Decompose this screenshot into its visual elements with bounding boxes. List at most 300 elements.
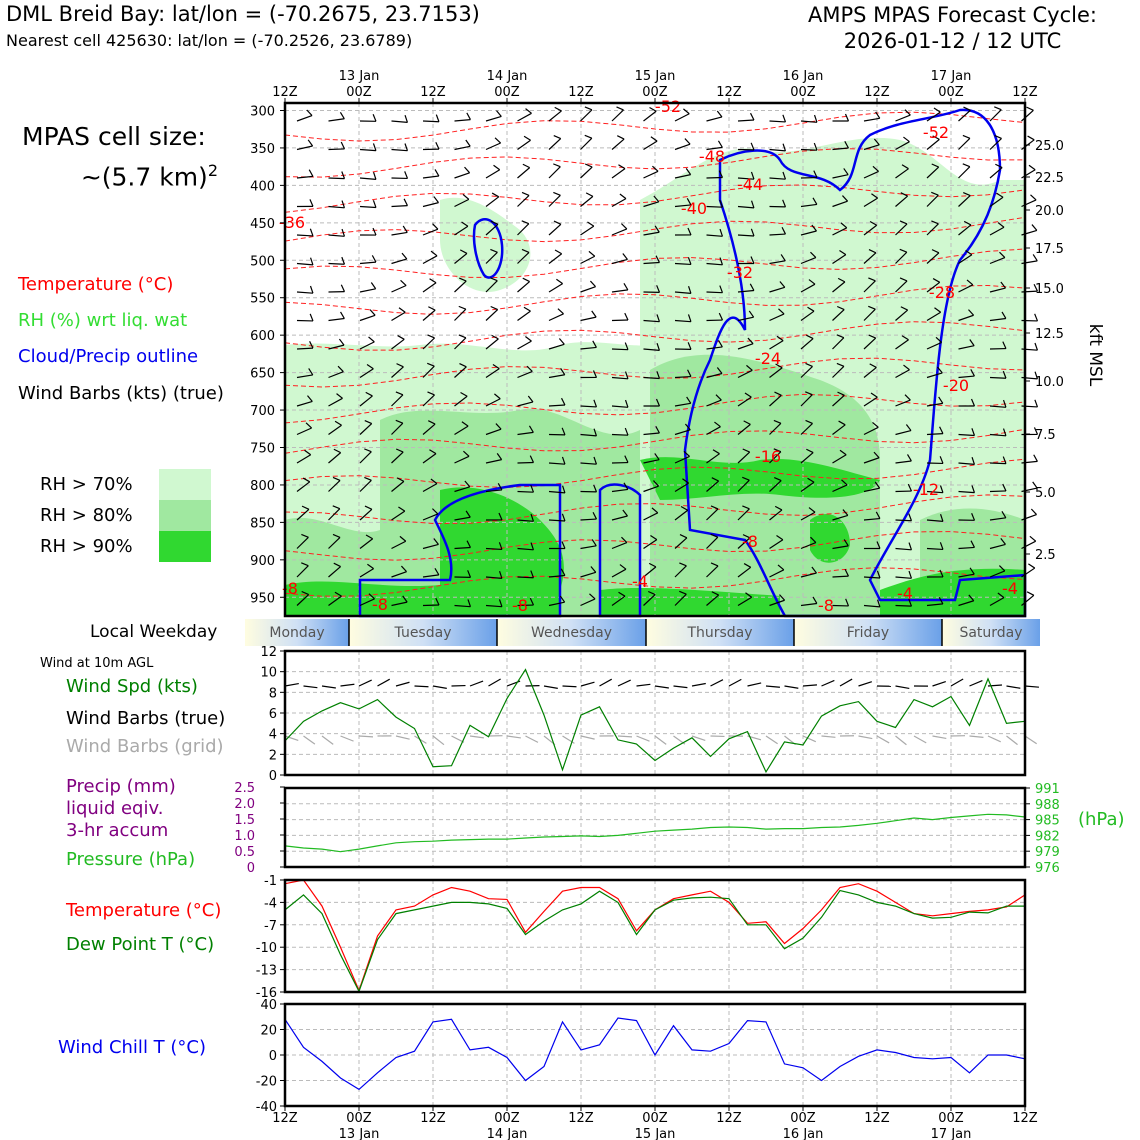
- wind10m-barb-true-33: [896, 686, 910, 688]
- wind-barb-10-4: [612, 229, 627, 235]
- wind10m-barb-true-8: [433, 686, 447, 688]
- wind-barb-flag-23-0: [1027, 107, 1034, 110]
- temperature-label-13: -8: [372, 595, 388, 614]
- kft-tick-label-1: 22.5: [1035, 171, 1064, 186]
- kft-axis-label: kft MSL: [1085, 323, 1105, 387]
- wind-barb-22-9: [990, 378, 1006, 379]
- wind10m-barb-grid-6: [396, 736, 410, 739]
- weekday-label-5: Saturday: [959, 625, 1023, 641]
- wind10m-barb-true-16: [581, 682, 594, 686]
- wind-barb-10-0: [612, 110, 624, 121]
- top-date-label-3: 16 Jan: [782, 69, 824, 84]
- wind10m-barb-true-36: [951, 679, 963, 686]
- wind10m-barb-true-39: [1007, 686, 1021, 688]
- wind-barb-flag-8-6: [556, 279, 562, 283]
- legend-rh90: RH > 90%: [40, 536, 133, 557]
- windchill-tick-label-3: 20: [260, 1023, 277, 1039]
- pressure-tick-label-13: 950: [250, 591, 275, 607]
- wind10m-tick-label-3: 6: [268, 707, 277, 722]
- wind-barb-22-13: [990, 491, 1006, 492]
- wind10m-barb-grid-16: [581, 736, 595, 739]
- wind-barb-5-7: [455, 309, 466, 320]
- wind-barb-flag-23-3: [1031, 195, 1037, 200]
- wind10m-barb-true-0: [285, 684, 299, 686]
- wind-barb-0-6: [297, 292, 313, 293]
- wind10m-barb-true-20: [655, 686, 669, 688]
- kft-tick-label-0: 25.0: [1035, 139, 1064, 154]
- wind-barb-flag-3-2: [405, 171, 408, 178]
- wind10m-barb-true-10: [470, 681, 483, 686]
- temperature-label-6: -32: [726, 263, 754, 282]
- wind-barb-flag-4-2: [435, 169, 439, 176]
- windchill-label: Wind Chill T (°C): [58, 1037, 206, 1058]
- kft-tick-label-3: 17.5: [1035, 242, 1064, 257]
- top-tick-label-3: 00Z: [494, 85, 520, 100]
- top-tick-label-9: 00Z: [938, 85, 964, 100]
- wind10m-barb-true-26: [766, 686, 780, 687]
- wind-barb-flag-5-0: [467, 113, 471, 120]
- wind10m-title: Wind at 10m AGL: [40, 656, 154, 671]
- wind10m-tick-label-1: 2: [268, 748, 277, 764]
- weekday-label-3: Thursday: [687, 625, 753, 641]
- wind-barb-7-16: [518, 577, 534, 578]
- pressure-tick-label-12: 900: [250, 553, 275, 569]
- wind-barb-1-0: [329, 119, 345, 121]
- wind-barb-7-2: [518, 168, 530, 178]
- bottom-tick-label-9: 00Z: [938, 1111, 964, 1126]
- wind-barb-8-0: [549, 111, 561, 121]
- pressure-tick-label-5: 550: [250, 291, 275, 307]
- wind-barb-flag-7-2: [523, 164, 530, 167]
- forecast-cycle-line1: AMPS MPAS Forecast Cycle:: [808, 3, 1097, 27]
- wind-barb-flag-11-1: [651, 137, 657, 141]
- bottom-date-label-2: 15 Jan: [634, 1127, 676, 1140]
- wind10m-barb-true-40: [1025, 686, 1039, 687]
- wind10m-barb-true-31: [859, 682, 872, 686]
- kft-tick-label-8: 5.0: [1035, 486, 1056, 501]
- wind-barb-11-2: [644, 171, 659, 178]
- pressure-tick-label-4: 500: [250, 254, 275, 270]
- pressure-tick-label-0: 976: [1035, 861, 1060, 876]
- wind-barb-flag-21-2: [963, 164, 970, 167]
- kft-tick-label-6: 10.0: [1035, 375, 1064, 390]
- wind-barb-flag-22-0: [994, 107, 1001, 110]
- wind-barb-flag-3-0: [405, 115, 407, 122]
- cell-size-label: [18, 120, 218, 194]
- wind10m-barb-true-15: [563, 686, 577, 687]
- rh-area-11: [285, 581, 440, 616]
- wind-barb-flag-8-1: [554, 136, 561, 139]
- wind10m-barb-grid-20: [655, 736, 666, 744]
- wind-barb-10-2: [612, 169, 625, 178]
- wind10m-tick-label-6: 12: [260, 645, 277, 660]
- bottom-tick-label-4: 12Z: [568, 1111, 594, 1126]
- top-tick-label-8: 12Z: [864, 85, 890, 100]
- wind-barb-flag-4-5: [431, 251, 437, 256]
- wind-barb-flag-9-3: [586, 193, 593, 197]
- kft-tick-label-5: 12.5: [1035, 327, 1064, 342]
- wind-barb-flag-10-2: [618, 165, 625, 169]
- wind-barb-3-7: [392, 312, 406, 320]
- wind10m-barb-grid-33: [896, 736, 907, 745]
- wind-barb-flag-0-4: [310, 229, 313, 236]
- bottom-date-label-1: 14 Jan: [486, 1127, 528, 1140]
- precip-tick-label-1: 0.5: [234, 845, 255, 860]
- wind-barb-flag-2-8: [369, 337, 375, 342]
- wind10m-barb-grid-3: [341, 736, 354, 741]
- temperature-label-12: -8: [742, 532, 758, 551]
- wind-barb-flag-9-5: [589, 251, 595, 256]
- wind-barb-10-8: [612, 349, 628, 350]
- cell-size-line1: MPAS cell size:: [22, 122, 206, 151]
- wind-barb-10-11: [612, 435, 628, 436]
- wind-barb-flag-23-7: [1035, 314, 1038, 321]
- wind10m-tick-label-5: 10: [260, 665, 277, 681]
- precip-tick-label-2: 1.0: [234, 829, 255, 844]
- wind10m-barb-grid-34: [914, 736, 926, 743]
- wind-barb-flag-3-7: [399, 308, 405, 312]
- wind-barb-6-7: [486, 310, 498, 321]
- wind-barb-flag-10-7: [625, 313, 628, 320]
- wind-barb-19-17: [896, 606, 912, 607]
- precip-tick-label-3: 1.5: [234, 813, 255, 828]
- wind-barb-flag-3-4: [403, 226, 407, 232]
- pressure-tick-label-11: 850: [250, 516, 275, 532]
- cell-size-sup: 2: [207, 161, 218, 180]
- wind-barb-flag-0-7: [310, 314, 313, 321]
- wind-barb-15-1: [770, 150, 786, 151]
- pressure-tick-label-8: 700: [250, 404, 275, 420]
- wind-barb-0-5: [297, 264, 313, 265]
- wind-barb-flag-10-5: [623, 253, 628, 259]
- wind-barb-21-0: [959, 110, 971, 121]
- wind-barb-flag-10-6: [624, 283, 628, 290]
- wind10m-barb-true-25: [748, 683, 762, 686]
- temperature-label-5: -36: [278, 213, 306, 232]
- kft-tick-label-9: 2.5: [1035, 548, 1056, 563]
- temperature-label-16: -4: [897, 584, 913, 603]
- wind-barb-flag-5-7: [459, 306, 466, 309]
- bottom-tick-label-2: 12Z: [420, 1111, 446, 1126]
- wind-barb-flag-23-1: [1028, 136, 1035, 140]
- wind-barb-4-6: [423, 283, 436, 292]
- top-tick-label-7: 00Z: [790, 85, 816, 100]
- pressure-unit-label: (hPa): [1078, 809, 1125, 830]
- temperature-label-10: -16: [754, 447, 782, 466]
- temperature-label-18: -8: [818, 596, 834, 615]
- wind-barb-flag-23-2: [1029, 165, 1035, 169]
- wind-barb-9-7: [581, 317, 597, 320]
- wind-barb-flag-1-0: [340, 112, 344, 119]
- bottom-tick-label-7: 00Z: [790, 1111, 816, 1126]
- temperature-label-3: -44: [736, 175, 764, 194]
- wind10m-barb-grid-37: [970, 736, 984, 737]
- wind-barb-flag-21-1: [963, 135, 970, 138]
- wind-barb-8-6: [549, 284, 563, 292]
- wind-barb-2-2: [360, 178, 376, 179]
- legend-rh80-swatch: [159, 500, 211, 531]
- temperature-label-7: -28: [928, 283, 956, 302]
- wind-barb-flag-10-1: [617, 136, 624, 139]
- wind-barb-8-5: [549, 254, 562, 264]
- pressure-tick-label-2: 982: [1035, 829, 1060, 845]
- wind-barb-12-1: [675, 144, 690, 149]
- wind10m-barb-grid-40: [1025, 736, 1037, 744]
- legend-temperature: Temperature (°C): [18, 274, 174, 295]
- wind-barb-flag-0-5: [311, 258, 313, 265]
- top-tick-label-1: 00Z: [346, 85, 372, 100]
- legend-rh70-swatch: [159, 469, 211, 500]
- wind-speed-label: Wind Spd (kts): [66, 676, 198, 697]
- wind-barb-flag-3-6: [401, 280, 407, 285]
- wind10m-barb-true-6: [396, 682, 409, 686]
- weekday-label: Local Weekday: [90, 622, 218, 642]
- wind10m-barb-true-23: [711, 680, 723, 686]
- wind-barb-3-0: [392, 121, 408, 122]
- temperature-label-0: -52: [654, 97, 682, 116]
- weekday-label-4: Friday: [846, 625, 890, 641]
- wind10m-barb-grid-10: [470, 736, 484, 738]
- wind-barb-flag-23-4: [1032, 225, 1037, 231]
- wind-barb-8-4: [549, 224, 561, 235]
- pressure-tick-label-9: 750: [250, 441, 275, 457]
- pressure-tick-label-2: 400: [250, 179, 275, 195]
- top-date-label-1: 14 Jan: [486, 69, 528, 84]
- wind10m-barb-grid-8: [433, 736, 444, 745]
- wind-barb-flag-6-2: [494, 165, 500, 169]
- wind-barb-22-12: [990, 463, 1006, 464]
- wind-barb-flag-2-6: [371, 283, 375, 289]
- wind-barb-4-2: [423, 176, 439, 178]
- precip-tick-label-4: 2.0: [234, 797, 255, 812]
- wind-barb-1-5: [329, 264, 345, 265]
- wind10m-barb-grid-26: [766, 736, 778, 744]
- top-tick-label-5: 00Z: [642, 85, 668, 100]
- wind10m-barb-true-30: [840, 679, 852, 686]
- wind-barb-flag-7-1: [524, 136, 530, 140]
- legend-rh80: RH > 80%: [40, 505, 133, 526]
- wind10m-barb-true-24: [729, 679, 741, 686]
- wind-barb-flag-8-2: [553, 164, 560, 167]
- wind-barb-6-1: [486, 143, 501, 149]
- wind-barb-2-3: [360, 207, 376, 208]
- pressure-tick-label-3: 450: [250, 216, 275, 232]
- wind-barb-1-2: [329, 178, 345, 179]
- wind10m-barb-true-14: [544, 686, 558, 688]
- temperature-label-9: -20: [942, 376, 970, 395]
- wind10m-barb-grid-19: [637, 736, 650, 741]
- wind-barb-flag-23-15: [1030, 536, 1036, 541]
- wind-barb-flag-9-1: [585, 135, 592, 138]
- wind-barb-flag-0-3: [310, 199, 313, 206]
- wind-barb-8-7: [549, 314, 564, 321]
- wind10m-barb-true-37: [970, 681, 983, 686]
- wind-barbs-grid-label: Wind Barbs (grid): [66, 736, 224, 757]
- wind-barb-0-0: [297, 116, 312, 121]
- kft-tick-label-2: 20.0: [1035, 204, 1064, 219]
- wind-barb-3-4: [392, 232, 408, 235]
- temperature-label-2: -48: [698, 147, 726, 166]
- wind-barb-flag-10-0: [616, 107, 623, 110]
- top-tick-label-4: 12Z: [568, 85, 594, 100]
- wind10m-barb-true-2: [322, 686, 336, 688]
- weekday-label-0: Monday: [269, 625, 325, 641]
- wind-barb-flag-8-3: [553, 192, 560, 195]
- pressure-tick-label-5: 991: [1035, 782, 1060, 797]
- top-tick-label-10: 12Z: [1012, 85, 1038, 100]
- wind-barb-5-6: [455, 281, 467, 292]
- wind10m-barb-grid-38: [988, 736, 1001, 742]
- wind-barb-flag-3-5: [402, 253, 407, 259]
- wind-barb-flag-8-5: [555, 250, 562, 254]
- wind-barb-flag-1-6: [341, 285, 344, 292]
- pressure-frame: [285, 788, 1025, 867]
- wind10m-barb-true-1: [304, 686, 318, 688]
- pressure-tick-label-3: 985: [1035, 813, 1060, 829]
- temperature-label-14: -4: [1002, 579, 1018, 598]
- wind-barb-6-8: [486, 339, 498, 349]
- wind10m-tick-label-2: 4: [268, 727, 277, 743]
- wind-barb-19-14: [896, 520, 912, 521]
- wind10m-barb-grid-13: [526, 736, 538, 742]
- wind-barb-flag-2-1: [373, 143, 375, 150]
- pressure-label: Pressure (hPa): [66, 849, 196, 870]
- wind-barb-2-7: [360, 315, 375, 320]
- bottom-tick-label-6: 12Z: [716, 1111, 742, 1126]
- bottom-tick-label-0: 12Z: [272, 1111, 298, 1126]
- temp-series-line-1: [285, 891, 1025, 992]
- wind-barb-0-4: [297, 235, 313, 236]
- legend-rh: RH (%) wrt liq. wat: [18, 310, 188, 331]
- wind10m-barb-true-18: [618, 680, 631, 686]
- top-tick-label-0: 12Z: [272, 85, 298, 100]
- wind-barb-3-6: [392, 286, 407, 292]
- wind10m-barb-true-28: [803, 685, 817, 686]
- pressure-tick-label-10: 800: [250, 478, 275, 494]
- wind-barb-21-2: [959, 167, 970, 178]
- precip-tick-label-5: 2.5: [234, 781, 255, 796]
- wind-barb-flag-8-7: [558, 309, 564, 314]
- wind10m-barb-grid-12: [507, 736, 521, 738]
- wind10m-barb-true-27: [785, 686, 799, 688]
- legend-rh90-swatch: [159, 531, 211, 562]
- kft-tick-label-7: 7.5: [1035, 428, 1056, 443]
- pressure-tick-label-1: 979: [1035, 845, 1060, 861]
- wind-barb-1-3: [329, 207, 345, 208]
- wind10m-barb-true-17: [600, 679, 612, 686]
- wind10m-barb-true-29: [822, 680, 835, 686]
- wind10m-barb-true-21: [674, 686, 688, 688]
- top-date-label-0: 13 Jan: [338, 69, 380, 84]
- wind-barb-flag-0-6: [310, 286, 312, 293]
- wind-barb-flag-5-2: [465, 167, 470, 173]
- wind-barb-flag-0-2: [309, 170, 313, 177]
- wind-barb-flag-19-1: [903, 137, 909, 142]
- temp-tick-label-5: -1: [264, 874, 277, 889]
- wind-barbs-true-label: Wind Barbs (true): [66, 708, 226, 729]
- temp-panel-label: Temperature (°C): [66, 900, 222, 921]
- nearest-cell-subtitle: Nearest cell 425630: lat/lon = (-70.2526, 23.6789): [6, 31, 413, 50]
- wind-barb-flag-2-4: [373, 228, 376, 235]
- wind-barb-8-2: [549, 167, 560, 178]
- wind-barb-flag-23-14: [1031, 509, 1036, 515]
- wind-barb-flag-6-1: [495, 138, 501, 143]
- wind-barb-2-5: [360, 262, 376, 263]
- wind10m-barb-grid-1: [304, 736, 315, 744]
- precip-label-2: liquid eqiv.: [66, 798, 164, 819]
- wind-barb-flag-4-0: [436, 115, 439, 122]
- wind-barb-flag-15-0: [783, 115, 786, 122]
- wind-barb-flag-9-0: [585, 107, 592, 110]
- temp-tick-label-0: -16: [255, 986, 277, 1001]
- precip-tick-label-0: 0: [246, 861, 255, 876]
- pressure-tick-label-6: 600: [250, 329, 275, 345]
- temperature-label-11: -12: [912, 480, 940, 499]
- wind10m-barb-grid-4: [359, 736, 373, 737]
- wind-barb-flag-12-1: [685, 139, 690, 145]
- top-tick-label-2: 12Z: [420, 85, 446, 100]
- wind-barb-flag-23-16: [1028, 564, 1034, 568]
- wind-barb-7-7: [518, 311, 531, 320]
- legend-rh70: RH > 70%: [40, 474, 133, 495]
- wind-barb-flag-4-7: [428, 307, 435, 310]
- temperature-label-17: -8: [512, 596, 528, 615]
- wind-barb-7-4: [518, 224, 529, 235]
- temp-tick-label-2: -10: [255, 941, 277, 957]
- wind-barb-16-1: [801, 150, 817, 151]
- wind-barb-flag-23-8: [1035, 343, 1037, 350]
- wind-barb-3-1: [392, 150, 408, 151]
- precip-label-1: Precip (mm): [66, 776, 176, 797]
- dewpoint-panel-label: Dew Point T (°C): [66, 934, 215, 955]
- wind-barb-flag-6-0: [496, 111, 501, 117]
- wind-barb-13-0: [707, 117, 722, 121]
- temperature-label-15: -4: [632, 572, 648, 591]
- wind-barb-flag-23-17: [1027, 592, 1034, 595]
- wind-barb-13-3: [707, 207, 723, 208]
- wind10m-barb-true-22: [692, 684, 706, 686]
- wind-barb-9-6: [581, 287, 596, 292]
- station-title: DML Breid Bay: lat/lon = (-70.2675, 23.7153): [6, 2, 480, 26]
- wind-barb-flag-7-8: [525, 337, 531, 342]
- wind-barb-flag-9-4: [587, 222, 593, 226]
- wind10m-barb-grid-39: [1007, 736, 1018, 745]
- wind-barb-flag-13-0: [717, 111, 722, 117]
- wind-barb-9-4: [581, 226, 594, 235]
- wind-barb-flag-10-3: [620, 194, 626, 199]
- precip-label-3: 3-hr accum: [66, 820, 169, 841]
- wind-barb-flag-4-4: [433, 224, 438, 229]
- wind-barb-flag-17-0: [845, 114, 848, 121]
- top-date-label-4: 17 Jan: [930, 69, 972, 84]
- wind-barb-10-3: [612, 199, 626, 207]
- wind-barb-13-6: [707, 292, 723, 293]
- wind-barb-flag-7-6: [523, 278, 530, 281]
- wind-barb-6-0: [486, 116, 501, 121]
- windchill-tick-label-1: -20: [255, 1074, 277, 1090]
- wind-barb-0-2: [297, 176, 313, 178]
- wind-barb-flag-8-8: [559, 338, 564, 344]
- pressure-tick-label-7: 650: [250, 366, 275, 382]
- wind-barb-5-2: [455, 173, 470, 178]
- wind-barb-8-3: [549, 195, 560, 206]
- wind-barb-flag-2-0: [373, 114, 376, 121]
- forecast-cycle-title: [780, 2, 1125, 54]
- temp-tick-label-3: -7: [264, 918, 277, 934]
- pressure-tick-label-1: 350: [250, 141, 275, 157]
- wind10m-barb-true-4: [359, 680, 372, 686]
- wind-barb-7-0: [518, 113, 532, 121]
